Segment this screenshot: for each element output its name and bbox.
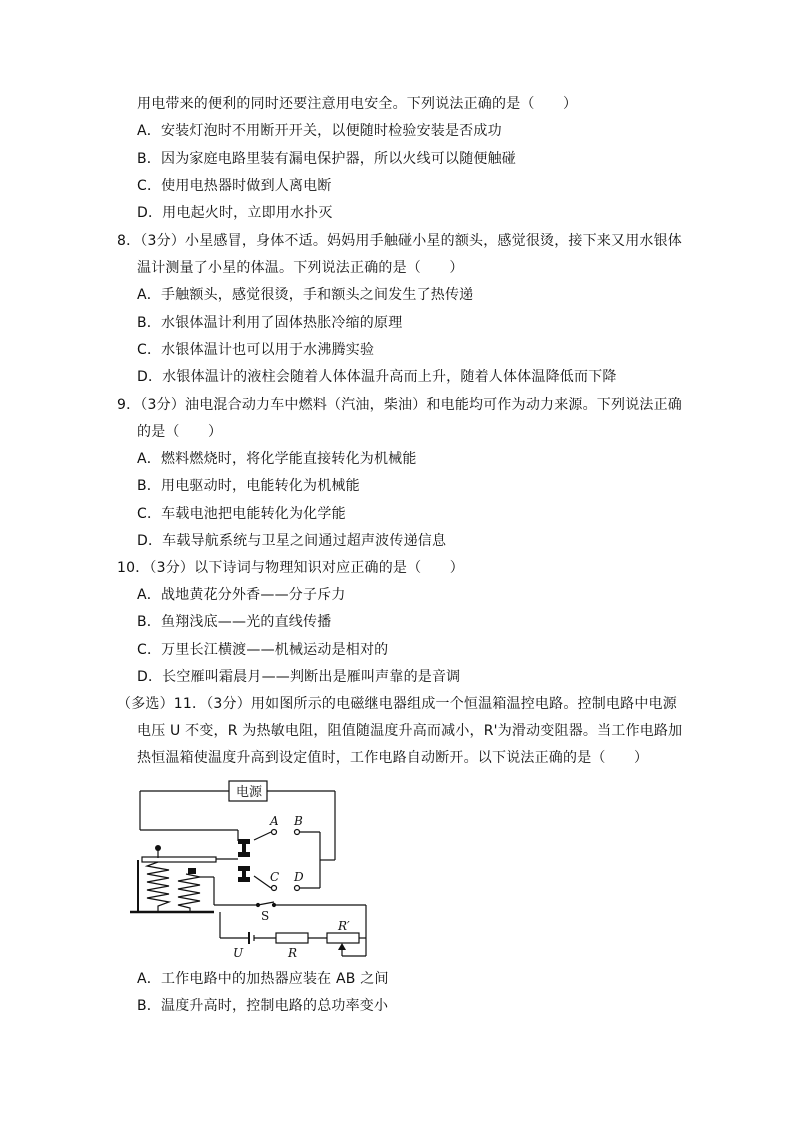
q8-option-c: C．水银体温计也可以用于水沸腾实验 [137, 342, 375, 358]
label-s: S [261, 909, 270, 923]
label-r: R [288, 946, 298, 960]
terminal-b [295, 830, 300, 835]
q10-option-a: A．战地黄花分外香——分子斥力 [137, 587, 346, 603]
q11-option-a: A．工作电路中的加热器应装在 AB 之间 [137, 971, 389, 987]
q9-option-b: B．用电驱动时，电能转化为机械能 [137, 478, 360, 494]
terminal-c [272, 886, 277, 891]
q9-option-c: C．车载电池把电能转化为化学能 [137, 506, 346, 522]
q10-option-c: C．万里长江横渡——机械运动是相对的 [137, 642, 389, 658]
q10-stem: 10．（3分）以下诗词与物理知识对应正确的是（ ） [117, 560, 464, 576]
q8-option-b: B．水银体温计利用了固体热胀冷缩的原理 [137, 315, 403, 331]
q10-option-b: B．鱼翔浅底——光的直线传播 [137, 614, 332, 630]
label-a: A [270, 814, 279, 828]
label-b: B [294, 814, 303, 828]
power-source-label: 电源 [236, 785, 263, 800]
q8-stem-line1: 8．（3分）小星感冒，身体不适。妈妈用手触碰小星的额头，感觉很烫，接下来又用水银体 [117, 233, 683, 249]
relay-circuit-figure [128, 778, 373, 963]
q7-option-b: B．因为家庭电路里装有漏电保护器，所以火线可以随便触碰 [137, 151, 517, 167]
q9-stem-line2: 的是（ ） [137, 424, 223, 440]
electromagnet-coil [178, 874, 200, 912]
q9-option-a: A．燃料燃烧时，将化学能直接转化为机械能 [137, 451, 417, 467]
q7-stem: 用电带来的便利的同时还要注意用电安全。下列说法正确的是（ ） [137, 96, 578, 112]
q8-option-d: D．水银体温计的液柱会随着人体体温升高而上升，随着人体体温降低而下降 [137, 369, 617, 385]
q9-option-d: D．车载导航系统与卫星之间通过超声波传递信息 [137, 533, 447, 549]
q11-stem-line1: （多选）11．（3分）用如图所示的电磁继电器组成一个恒温箱温控电路。控制电路中电源 [117, 696, 677, 712]
spring [147, 862, 169, 912]
terminal-a [272, 830, 277, 835]
label-u: U [233, 946, 244, 960]
q7-option-d: D．用电起火时，立即用水扑灭 [137, 205, 333, 221]
thermistor-r [276, 933, 308, 943]
q8-option-a: A．手触额头，感觉很烫，手和额头之间发生了热传递 [137, 287, 474, 303]
armature-lever [142, 857, 216, 862]
q10-option-d: D．长空雁叫霜晨月——判断出是雁叫声靠的是音调 [137, 669, 461, 685]
label-d: D [294, 870, 304, 884]
terminal-d [295, 886, 300, 891]
q9-stem-line1: 9．（3分）油电混合动力车中燃料（汽油，柴油）和电能均可作为动力来源。下列说法正确 [117, 397, 683, 413]
q7-option-c: C．使用电热器时做到人离电断 [137, 178, 332, 194]
q8-stem-line2: 温计测量了小星的体温。下列说法正确的是（ ） [137, 260, 464, 276]
rheostat-rp [327, 933, 359, 943]
label-c: C [270, 870, 280, 884]
label-r-prime: R′ [338, 919, 350, 933]
q11-option-b: B．温度升高时，控制电路的总功率变小 [137, 998, 389, 1014]
q7-option-a: A．安装灯泡时不用断开开关，以便随时检验安装是否成功 [137, 123, 502, 139]
q11-stem-line2: 电压 U 不变，R 为热敏电阻，阻值随温度升高而减小，R'为滑动变阻器。当工作电路加 [137, 723, 683, 739]
q11-stem-line3: 热恒温箱使温度升高到设定值时，工作电路自动断开。以下说法正确的是（ ） [137, 750, 649, 766]
